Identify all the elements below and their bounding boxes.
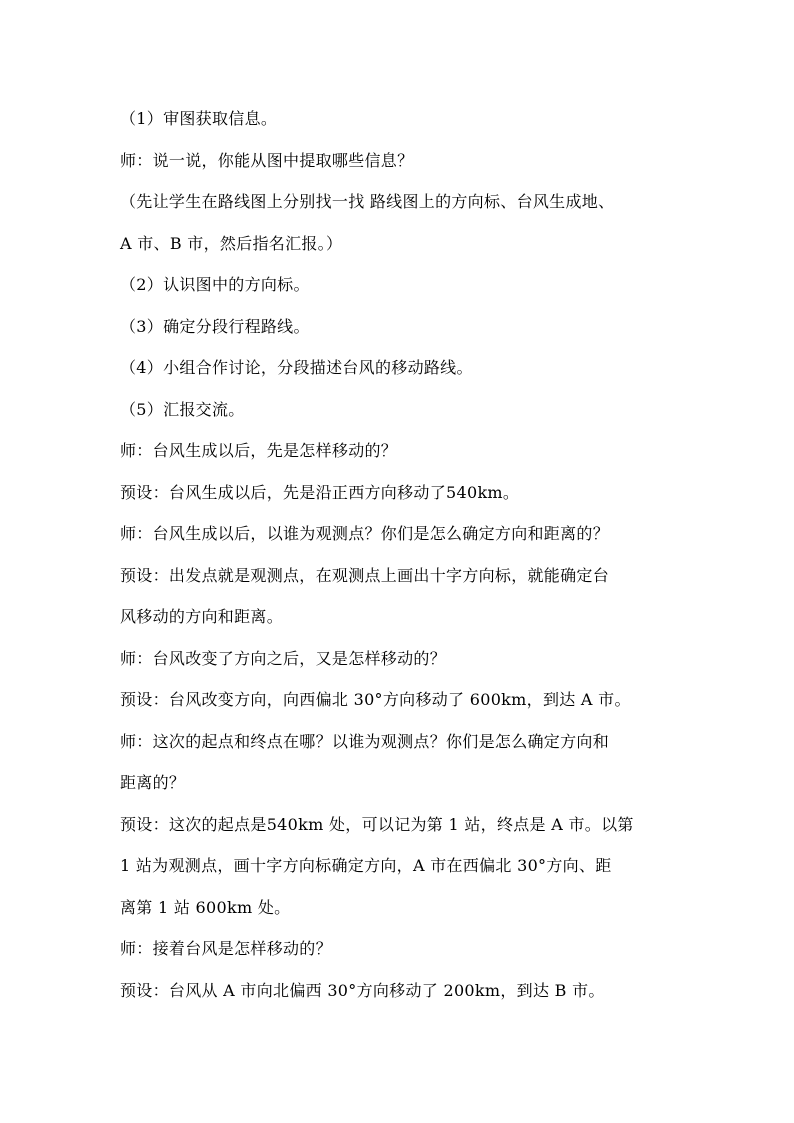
text-line: 预设：台风改变方向，向西偏北 30°方向移动了 600km，到达 A 市。 xyxy=(120,690,631,709)
text-line: （先让学生在路线图上分别找一找 路线图上的方向标、台风生成地、 xyxy=(120,192,615,211)
text-line: （5）汇报交流。 xyxy=(120,399,245,419)
text-line: 预设：台风生成以后，先是沿正西方向移动了540km。 xyxy=(120,482,520,502)
text-line: 师：台风生成以后，先是怎样移动的？ xyxy=(120,441,398,460)
text-line: 1 站为观测点，画十字方向标确定方向，A 市在西偏北 30°方向、距 xyxy=(120,856,612,875)
text-line: 师：这次的起点和终点在哪？以谁为观测点？你们是怎么确定方向和 xyxy=(120,731,610,751)
text-line: 师：台风改变了方向之后，又是怎样移动的？ xyxy=(120,648,447,668)
text-line: 预设：出发点就是观测点，在观测点上画出十字方向标，就能确定台 xyxy=(120,565,610,585)
text-line: 预设：这次的起点是540km 处，可以记为第 1 站，终点是 A 市。以第 xyxy=(120,814,634,834)
text-line: 师：接着台风是怎样移动的？ xyxy=(120,939,332,958)
text-line: 离第 1 站 600km 处。 xyxy=(120,897,291,917)
text-line: 预设：台风从 A 市向北偏西 30°方向移动了 200km，到达 B 市。 xyxy=(120,980,605,1000)
text-line: （2）认识图中的方向标。 xyxy=(120,275,310,294)
text-line: 师：说一说，你能从图中提取哪些信息？ xyxy=(120,150,414,170)
text-line: 距离的？ xyxy=(120,773,186,792)
text-line: 师：台风生成以后，以谁为观测点？你们是怎么确定方向和距离的？ xyxy=(120,524,610,543)
text-line: （3）确定分段行程路线。 xyxy=(120,316,310,336)
text-line: 风移动的方向和距离。 xyxy=(120,607,284,626)
document-body xyxy=(120,98,680,1011)
text-line: （1）审图获取信息。 xyxy=(120,109,278,128)
text-line: （4）小组合作讨论，分段描述台风的移动路线。 xyxy=(120,358,473,377)
text-line: A 市、B 市，然后指名汇报。） xyxy=(120,233,343,253)
